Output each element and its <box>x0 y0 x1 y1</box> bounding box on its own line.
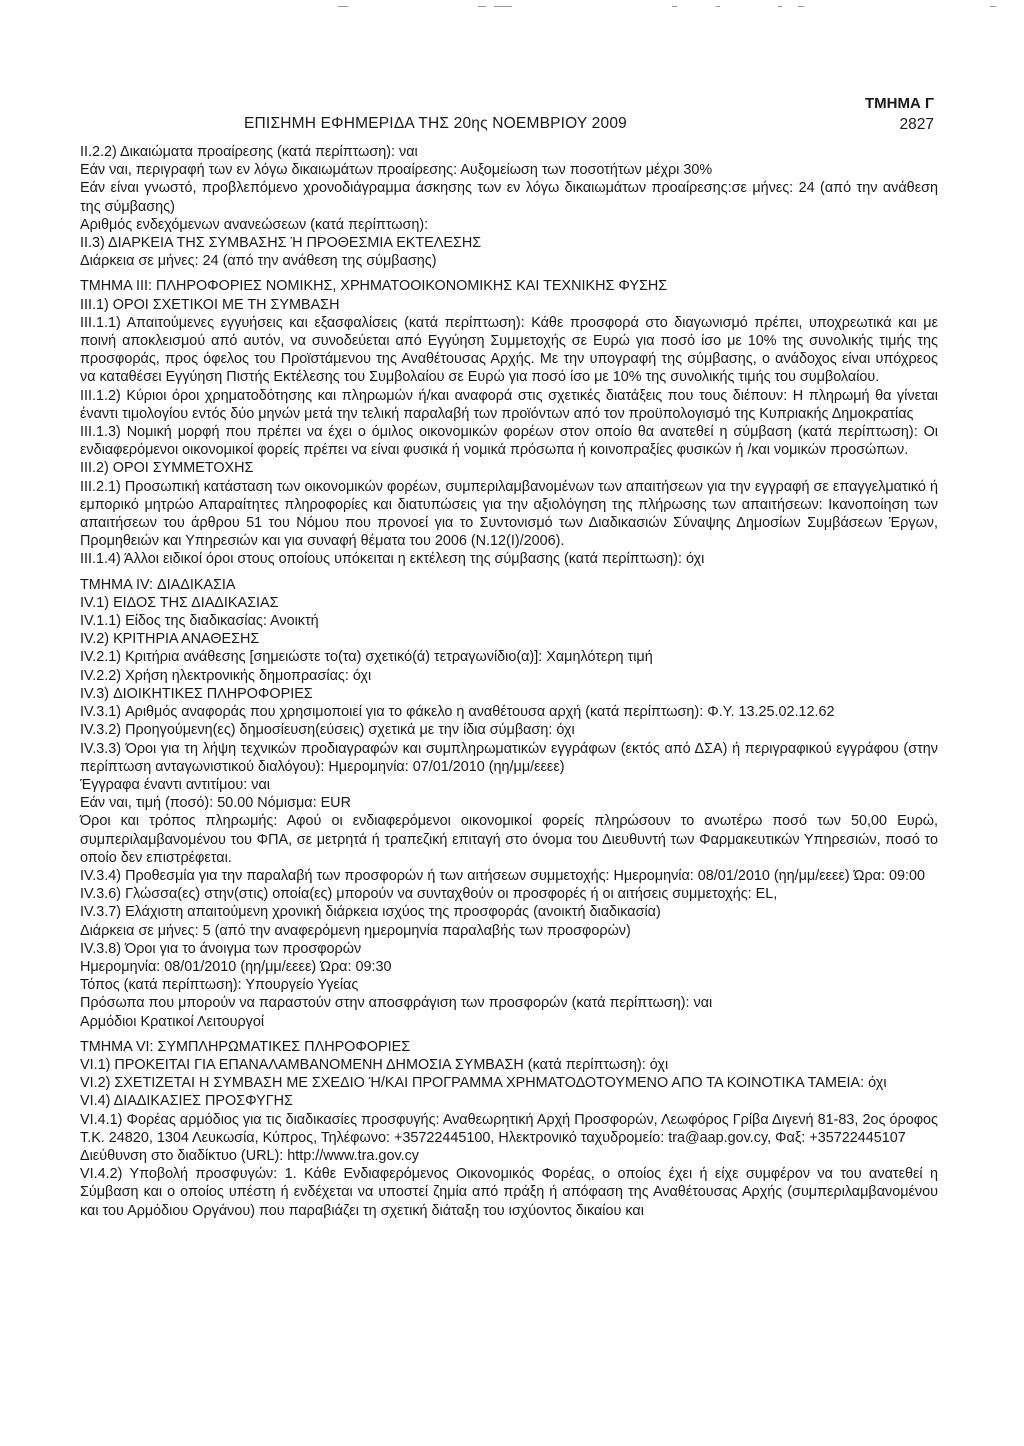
scan-mark <box>990 6 996 7</box>
paragraph: Πρόσωπα που μπορούν να παραστούν στην αποσφράγιση των προσφορών (κατά περίπτωση): ναι <box>80 995 713 1012</box>
paragraph: VΙ.1) ΠΡΟΚΕΙΤΑΙ ΓΙΑ ΕΠΑΝΑΛΑΜΒΑΝΟΜΕΝΗ ΔΗΜΟΣΙΑ ΣΥΜΒΑΣΗ (κατά περίπτωση): όχι <box>80 1056 669 1073</box>
section-label: ΤΜΗΜΑ Γ <box>864 95 934 112</box>
scan-mark <box>798 6 804 7</box>
paragraph: ΙV.3.2) Προηγούμενη(ες) δημοσίευση(εύσεις) σχετικά με την ίδια σύμβαση: όχι <box>80 722 575 739</box>
paragraph: VΙ.2) ΣΧΕΤΙΖΕΤΑΙ Η ΣΥΜΒΑΣΗ ΜΕ ΣΧΕΔΙΟ Ή/ΚΑΙ ΠΡΟΓΡΑΜΜΑ ΧΡΗΜΑΤΟΔΟΤΟΥΜΕΝΟ ΑΠΟ ΤΑ ΚΟΙΝΟΤΙΚΑ ΤΑΜΕΙΑ: όχι <box>80 1075 887 1092</box>
paragraph: ΙV.3.6) Γλώσσα(ες) στην(στις) οποία(ες) μπορούν να συνταχθούν οι προσφορές ή οι αιτήσεις συμμετοχής: EL, <box>80 886 778 903</box>
paragraph: Εάν ναι, περιγραφή των εν λόγω δικαιωμάτων προαίρεσης: Αυξομείωση των ποσοτήτων μέχρι 30% <box>80 162 713 179</box>
paragraph: ΤΜΗΜΑ VΙ: ΣΥΜΠΛΗΡΩΜΑΤΙΚΕΣ ΠΛΗΡΟΦΟΡΙΕΣ <box>80 1038 411 1055</box>
paragraph: Ημερομηνία: 08/01/2010 (ηη/μμ/εεεε) Ώρα: 09:30 <box>80 958 392 975</box>
paragraph: ΙV.3.4) Προθεσμία για την παραλαβή των προσφορών ή των αιτήσεων συμμετοχής: Ημερομηνία: 08/01/2010 (ηη/μμ/εεεε) Ώρα: 09:00 <box>80 867 925 884</box>
gazette-title: ΕΠΙΣΗΜΗ ΕΦΗΜΕΡΙΔΑ ΤΗΣ 20ης ΝΟΕΜΒΡΙΟΥ 2009 <box>244 115 627 132</box>
paragraph: VΙ.4) ΔΙΑΔΙΚΑΣΙΕΣ ΠΡΟΣΦΥΓΗΣ <box>80 1093 293 1110</box>
paragraph: Διάρκεια σε μήνες: 24 (από την ανάθεση της σύμβασης) <box>80 253 437 270</box>
scan-mark <box>672 6 677 7</box>
scan-mark <box>778 6 782 7</box>
paragraph: Αριθμός ενδεχόμενων ανανεώσεων (κατά περίπτωση): <box>80 216 429 233</box>
paragraph: ΙV.3) ΔΙΟΙΚΗΤΙΚΕΣ ΠΛΗΡΟΦΟΡΙΕΣ <box>80 685 313 702</box>
paragraph: Διεύθυνση στο διαδίκτυο (URL): http://www.tra.gov.cy <box>80 1147 419 1164</box>
page-number: 2827 <box>899 116 934 133</box>
paragraph: ΙV.1.1) Είδος της διαδικασίας: Ανοικτή <box>80 613 319 630</box>
paragraph: ΙV.3.3) Όροι για τη λήψη τεχνικών προδιαγραφών και συμπληρωματικών εγγράφων (εκτός από ΔΣΑ) ή περιγραφικού εγγράφου (στην περίπτωση ανταγωνιστικού διαλόγου): Ημερομηνία: 07/01/2010 (ηη/μμ/εεεε) <box>80 740 938 775</box>
paragraph: ΙV.3.1) Αριθμός αναφοράς που χρησιμοποιεί για το φάκελο η αναθέτουσα αρχή (κατά περίπτωση): Φ.Υ. 13.25.02.12.62 <box>80 704 835 721</box>
paragraph: Τόπος (κατά περίπτωση): Υπουργείο Υγείας <box>80 977 359 994</box>
paragraph: ΙΙΙ.1.4) Άλλοι ειδικοί όροι στους οποίους υπόκειται η εκτέλεση της σύμβασης (κατά περίπτωση): όχι <box>80 551 705 568</box>
paragraph-gap <box>80 569 938 576</box>
paragraph: ΤΜΗΜΑ ΙV: ΔΙΑΔΙΚΑΣΙΑ <box>80 576 236 593</box>
paragraph: ΙΙ.3) ΔΙΑΡΚΕΙΑ ΤΗΣ ΣΥΜΒΑΣΗΣ Ή ΠΡΟΘΕΣΜΙΑ ΕΚΤΕΛΕΣΗΣ <box>80 235 482 252</box>
scan-artifact-marks <box>0 6 1024 10</box>
paragraph: ΙV.2.1) Κριτήρια ανάθεσης [σημειώστε το(τα) σχετικό(ά) τετραγωνίδιο(α)]: Χαμηλότερη τιμή <box>80 649 653 666</box>
paragraph: ΙV.3.8) Όροι για το άνοιγμα των προσφορών <box>80 940 362 957</box>
paragraph-gap <box>80 1031 938 1038</box>
paragraph: Διάρκεια σε μήνες: 5 (από την αναφερόμενη ημερομηνία παραλαβής των προσφορών) <box>80 922 631 939</box>
paragraph: ΙV.3.7) Ελάχιστη απαιτούμενη χρονική διάρκεια ισχύος της προσφοράς (ανοικτή διαδικασία) <box>80 904 661 921</box>
scan-mark <box>338 6 348 7</box>
paragraph: Εάν είναι γνωστό, προβλεπόμενο χρονοδιάγραμμα άσκησης των εν λόγω δικαιωμάτων προαίρεσης:σε μήνες: 24 (από την ανάθεση της σύμβασης) <box>80 180 938 215</box>
paragraph: ΙΙ.2.2) Δικαιώματα προαίρεσης (κατά περίπτωση): ναι <box>80 144 418 160</box>
scan-mark <box>716 6 720 7</box>
paragraph: ΤΜΗΜΑ ΙΙΙ: ΠΛΗΡΟΦΟΡΙΕΣ ΝΟΜΙΚΗΣ, ΧΡΗΜΑΤΟΟΙΚΟΝΟΜΙΚΗΣ ΚΑΙ ΤΕΧΝΙΚΗΣ ΦΥΣΗΣ <box>80 278 668 295</box>
paragraph: ΙΙΙ.1.3) Νομική μορφή που πρέπει να έχει ο όμιλος οικονομικών φορέων στον οποίο θα ανατεθεί η σύμβαση (κατά περίπτωση): Οι ενδιαφερόμενοι οικονομικοί φορείς πρέπει να είναι φυσικά ή νομικά πρόσωπα ή κοινοπραξίες φυσικών ή /και νομικών προσώπων. <box>80 424 938 459</box>
paragraph: ΙΙΙ.1.1) Απαιτούμενες εγγυήσεις και εξασφαλίσεις (κατά περίπτωση): Κάθε προσφορά στο διαγωνισμό πρέπει, υποχρεωτικά και με ποινή αποκλεισμού από αυτόν, να συνοδεύεται από Εγγύηση Συμμετοχής σε Ευρώ για ποσό ίσο με 10% της συνολικής τιμής της προσφοράς, προς όφελος του Προϊστάμενου της Αναθέτουσας Αρχής. Με την υπογραφή της σύμβασης, ο ανάδοχος είναι υπόχρεος να καταθέσει Εγγύηση Πιστής Εκτέλεσης του Συμβολαίου σε Ευρώ για ποσό ίσο με 10% της συνολικής τιμής του συμβολαίου. <box>80 314 938 386</box>
paragraph: VΙ.4.2) Υποβολή προσφυγών: 1. Κάθε Ενδιαφερόμενος Οικονομικός Φορέας, ο οποίος έχει ή είχε συμφέρον να του ανατεθεί η Σύμβαση και ο οποίος υπέστη ή ενδέχεται να υποστεί ζημία από πράξη ή απόφαση της Αναθέτουσας Αρχής (συμπεριλαμβανομένου και του Αρμόδιου Οργάνου) που παραβιάζει τη σχετική διάταξη του ισχύοντος δικαίου και <box>80 1166 938 1219</box>
paragraph: Αρμόδιοι Κρατικοί Λειτουργοί <box>80 1013 265 1030</box>
document-body <box>80 143 938 1220</box>
paragraph: Έγγραφα έναντι αντιτίμου: ναι <box>80 776 270 793</box>
paragraph: ΙV.2.2) Χρήση ηλεκτρονικής δημοπρασίας: όχι <box>80 667 372 684</box>
paragraph: ΙΙΙ.2) ΟΡΟΙ ΣΥΜΜΕΤΟΧΗΣ <box>80 460 254 477</box>
paragraph: VΙ.4.1) Φορέας αρμόδιος για τις διαδικασίες προσφυγής: Αναθεωρητική Αρχή Προσφορών, Λεωφόρος Γρίβα Διγενή 81-83, 2ος όροφος Τ.Κ. 24820, 1304 Λευκωσία, Κύπρος, Τηλέφωνο: +35722445100, Ηλεκτρονικό ταχυδρομείο: tra@aap.gov.cy, Φαξ: +35722445107 <box>80 1111 938 1146</box>
paragraph: ΙΙΙ.2.1) Προσωπική κατάσταση των οικονομικών φορέων, συμπεριλαμβανομένων των απαιτήσεων για την εγγραφή σε επαγγελματικό ή εμπορικό μητρώο Απαραίτητες πληροφορίες και διατυπώσεις για την αξιολόγηση της πλήρωσης των απαιτήσεων: Ικανοποίηση των απαιτήσεων του άρθρου 51 του Νόμου που προνοεί για το Συντονισμό των Διαδικασιών Σύναψης Δημοσίων Συμβάσεων Έργων, Προμηθειών και Υπηρεσιών και για συναφή θέματα του 2006 (Ν.12(Ι)/2006). <box>80 478 938 550</box>
paragraph: ΙV.1) ΕΙΔΟΣ ΤΗΣ ΔΙΑΔΙΚΑΣΙΑΣ <box>80 594 279 611</box>
paragraph: Όροι και τρόπος πληρωμής: Αφού οι ενδιαφερόμενοι οικονομικοί φορείς πληρώσουν το ανωτέρω ποσό των 50,00 Ευρώ, συμπεριλαμβανομένου του ΦΠΑ, σε μετρητά ή τραπεζική επιταγή στο όνομα του Διευθυντή των Φαρμακευτικών Υπηρεσιών, ποσό το οποίο δεν επιστρέφεται. <box>80 813 938 866</box>
paragraph-gap <box>80 270 938 277</box>
paragraph: ΙΙΙ.1) ΟΡΟΙ ΣΧΕΤΙΚΟΙ ΜΕ ΤΗ ΣΥΜΒΑΣΗ <box>80 296 340 313</box>
paragraph: ΙΙΙ.1.2) Κύριοι όροι χρηματοδότησης και πληρωμών ή/και αναφορά στις σχετικές διατάξεις που τους διέπουν: Η πληρωμή θα γίνεται έναντι τιμολογίου εντός δύο μηνών μετά την τελική παραλαβή των προϊόντων από τον προϋπολογισμό της Κυπριακής Δημοκρατίας <box>80 387 938 422</box>
paragraph: ΙV.2) ΚΡΙΤΗΡΙΑ ΑΝΑΘΕΣΗΣ <box>80 631 260 648</box>
paragraph: Εάν ναι, τιμή (ποσό): 50.00 Νόμισμα: EUR <box>80 795 351 812</box>
scan-mark <box>478 6 486 7</box>
scan-mark <box>494 6 512 7</box>
